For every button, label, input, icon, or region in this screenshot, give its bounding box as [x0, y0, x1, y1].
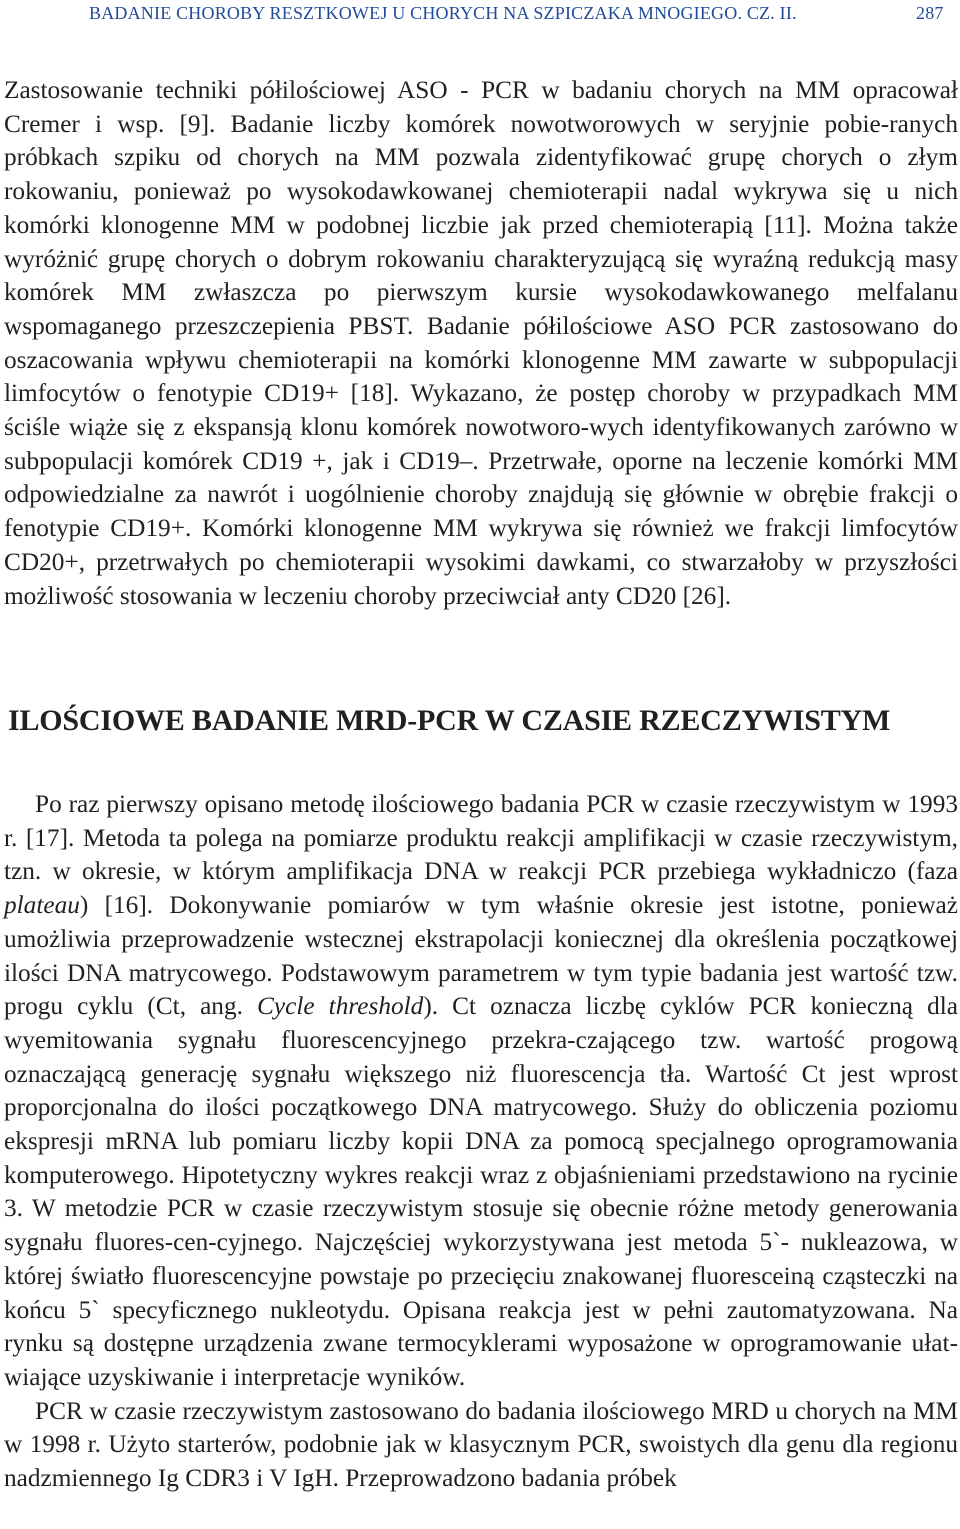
- running-header: [0, 0, 960, 34]
- paragraph-realtime-pcr-part-c: ). Ct oznacza liczbę cyklów PCR konieczną dla wyemitowania sygnału fluorescencyjnego przekra-czającego tzw. wartość progową oznaczającą generację sygnału większego niż fluorescencja tła. Wartość Ct jest wprost proporcjonalna do ilości początkowego DNA matrycowego. Służy do obliczenia poziomu ekspresji mRNA lub pomiaru liczby kopii DNA za pomocą specjalnego oprogramowania komputerowego. Hipotetyczny wykres reakcji wraz z objaśnieniami przedstawiono na rycinie 3. W metodzie PCR w czasie rzeczywistym stosuje się obecnie różne metody generowania sygnału fluores-cen-cyjnego. Najczęściej wykorzystywana jest metoda 5`- nukleazowa, w której światło fluorescencyjne powstaje po przecięciu znakowanej fluoresceiną cząsteczki na końcu 5` specyficznego nukleotydu. Opisana reakcja jest w pełni zautomatyzowana. Na rynku są dostępne urządzenia zwane termocyklerami wyposażone w oprogramowanie ułat-wiające uzyskiwanie i interpretacje wyników.: [4, 992, 959, 1391]
- body-text-section: [4, 788, 958, 1496]
- running-title: BADANIE CHOROBY RESZTKOWEJ U CHORYCH NA SZPICZAKA MNOGIEGO. CZ. II.: [89, 3, 797, 23]
- paragraph-realtime-pcr: [4, 788, 958, 1395]
- section-heading: ILOŚCIOWE BADANIE MRD-PCR W CZASIE RZECZYWISTYM: [8, 704, 891, 737]
- page-number: 287: [916, 3, 944, 23]
- italic-term-plateau: plateau: [4, 891, 80, 920]
- paragraph-aso-pcr: Zastosowanie techniki półilościowej ASO - PCR w badaniu chorych na MM opracował Cremer i wsp. [9]. Badanie liczby komórek nowotworowych w seryjnie pobie-ranych próbkach szpiku od chorych na MM pozwala zidentyfikować grupę chorych o złym rokowaniu, ponieważ po wysokodawkowanej chemioterapii nadal wykrywa się u nich komórki klonogenne MM w podobnej liczbie jak przed chemioterapią [11]. Można także wyróżnić grupę chorych o dobrym rokowaniu charakteryzującą się wyraźną redukcją masy komórek MM zwłaszcza po pierwszym kursie wysokodawkowanego melfalanu wspomaganego przeszczepienia PBST. Badanie półilościowe ASO PCR zastosowano do oszacowania wpływu chemioterapii na komórki klonogenne MM zawarte w subpopulacji limfocytów o fenotypie CD19+ [18]. Wykazano, że postęp choroby w przypadkach MM ściśle wiąże się z ekspansją klonu komórek nowotworo-wych identyfikowanych zarówno w subpopulacji komórek CD19 +, jak i CD19–. Przetrwałe, oporne na leczenie komórki MM odpowiedzialne za nawrót i uogólnienie choroby znajdują się głównie w obrębie frakcji o fenotypie CD19+. Komórki klonogenne MM wykrywa się również we frakcji limfocytów CD20+, przetrwałych po chemioterapii wysokimi dawkami, co stwarzałoby w przyszłości możliwość stosowania w leczeniu choroby przeciwciał anty CD20 [26].: [4, 76, 958, 610]
- paragraph-realtime-pcr-part-b: ) [16]. Dokonywanie pomiarów w tym właśnie okresie jest istotne, ponieważ umożliwia przeprowadzenie wstecznej ekstrapolacji koniecznej dla określenia początkowej ilości DNA matrycowego. Podstawowym parametrem w tym typie badania jest wartość tzw. progu cyklu (Ct, ang.: [4, 891, 958, 1021]
- body-text-top: [4, 74, 958, 613]
- paragraph-realtime-pcr-part-a: Po raz pierwszy opisano metodę ilościowego badania PCR w czasie rzeczywistym w 1993 r. [17]. Metoda ta polega na pomiarze produktu reakcji amplifikacji w czasie rzeczywistym, tzn. w okresie, w którym amplifikacja DNA w reakcji PCR przebiega wykładniczo (faza: [4, 790, 958, 886]
- paragraph-mrd-mm: PCR w czasie rzeczywistym zastosowano do badania ilościowego MRD u chorych na MM w 1998 r. Użyto starterów, podobnie jak w klasycznym PCR, swoistych dla genu dla regionu nadzmiennego Ig CDR3 i V IgH. Przeprowadzono badania próbek: [4, 1396, 958, 1493]
- italic-term-cycle-threshold: Cycle threshold: [257, 992, 424, 1021]
